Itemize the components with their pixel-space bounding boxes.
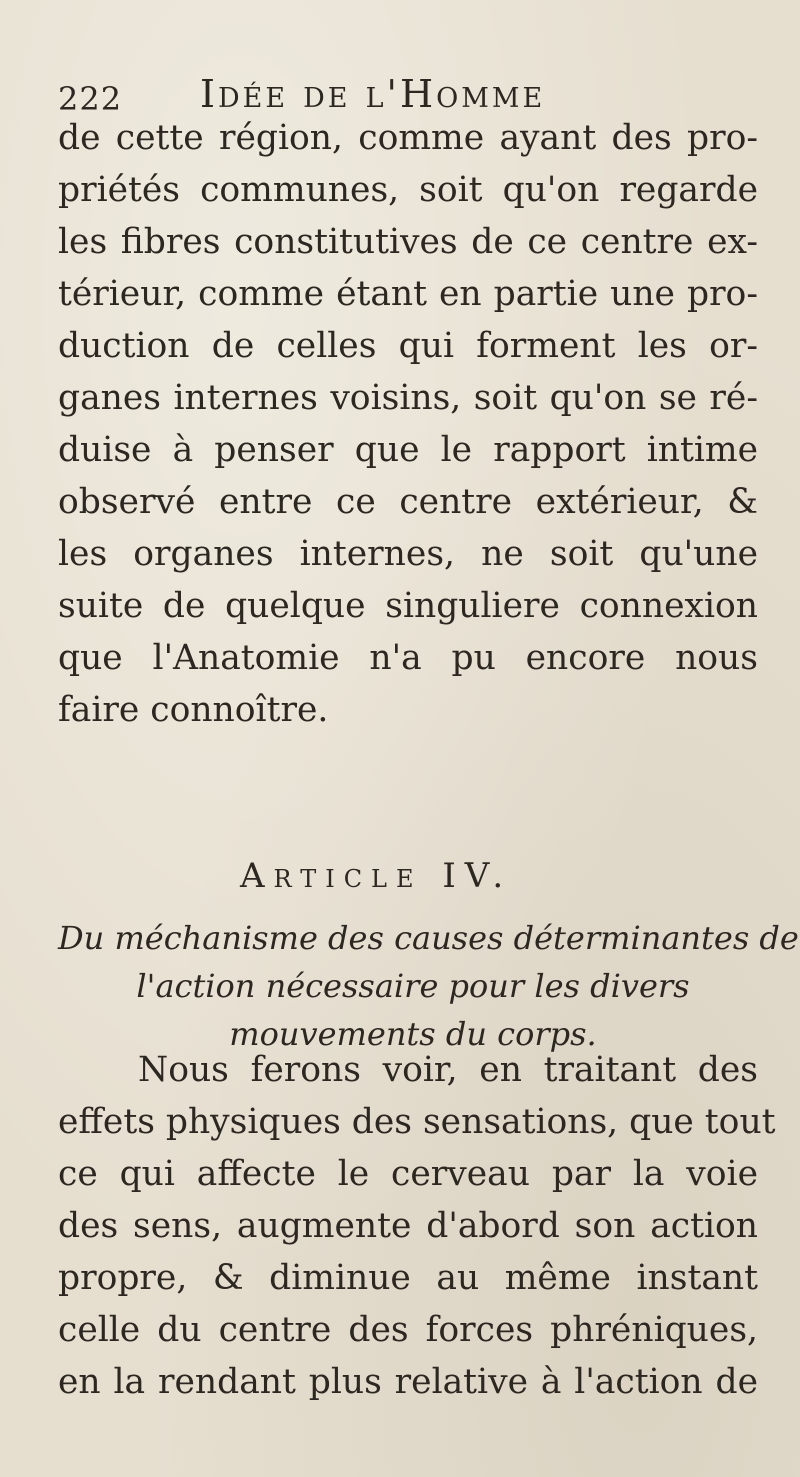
text-line: suite de quelque singuliere connexion xyxy=(58,586,758,626)
text-line: observé entre ce centre extérieur, & xyxy=(58,482,758,522)
paragraph-1 xyxy=(58,112,758,736)
subtitle-line: mouvements du corps. xyxy=(229,1015,597,1053)
article-heading: Article IV. xyxy=(240,856,513,896)
text-line: priétés communes, soit qu'on regarde xyxy=(58,170,758,210)
subtitle-line: l'action nécessaire pour les divers xyxy=(136,967,690,1005)
text-line: que l'Anatomie n'a pu encore nous xyxy=(58,638,758,678)
text-line: duction de celles qui forment les or- xyxy=(58,326,758,366)
text-line: des sens, augmente d'abord son action xyxy=(58,1206,758,1246)
text-line: de cette région, comme ayant des pro- xyxy=(58,118,758,158)
text-line: térieur, comme étant en partie une pro- xyxy=(58,274,758,314)
text-line: les fibres constitutives de ce centre ex- xyxy=(58,222,758,262)
article-subtitle xyxy=(58,914,799,1058)
text-line: en la rendant plus relative à l'action de xyxy=(58,1362,758,1402)
running-title: Idée de l'Homme xyxy=(200,72,546,116)
text-line: faire connoître. xyxy=(58,690,329,730)
text-line: duise à penser que le rapport intime xyxy=(58,430,758,470)
paragraph-2 xyxy=(58,1044,776,1408)
text-line: celle du centre des forces phréniques, xyxy=(58,1310,758,1350)
text-line: ganes internes voisins, soit qu'on se ré- xyxy=(58,378,758,418)
subtitle-line: Du méchanisme des causes déterminantes de xyxy=(58,919,799,957)
text-line: ce qui affecte le cerveau par la voie xyxy=(58,1154,758,1194)
page-number: 222 xyxy=(58,80,123,118)
text-line: Nous ferons voir, en traitant des xyxy=(138,1050,758,1090)
text-line: propre, & diminue au même instant xyxy=(58,1258,758,1298)
text-line: effets physiques des sensations, que tout xyxy=(58,1102,776,1142)
text-line: les organes internes, ne soit qu'une xyxy=(58,534,758,574)
